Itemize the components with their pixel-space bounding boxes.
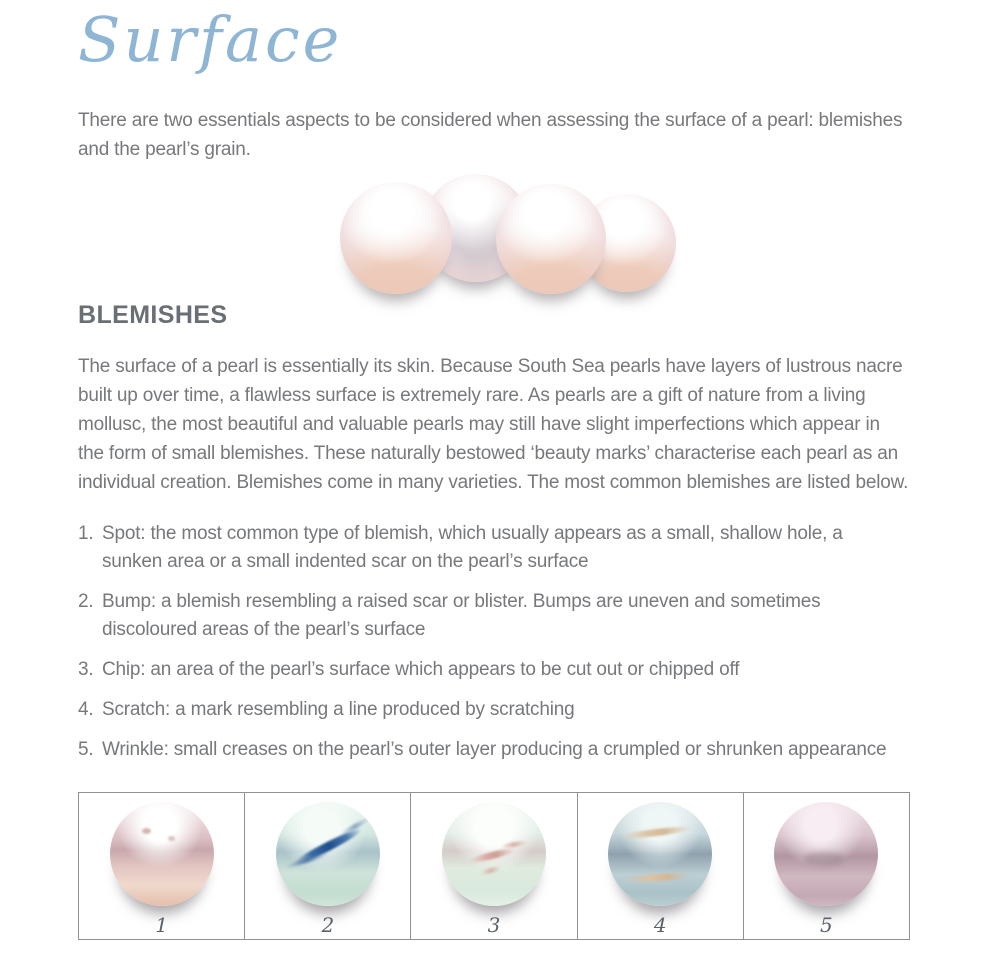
list-item-number: 3.	[78, 659, 94, 680]
chip-pearl-photo	[442, 802, 546, 906]
example-cell-chip	[411, 793, 577, 939]
blemish-mark	[468, 846, 516, 864]
list-item-text: Chip: an area of the pearl’s surface which appears to be cut out or chipped off	[102, 659, 740, 680]
spot-pearl-photo	[110, 802, 214, 906]
blemish-list	[78, 520, 910, 764]
scratch-pearl-photo	[608, 802, 712, 906]
example-cell-bump	[245, 793, 411, 939]
bump-pearl-photo	[276, 802, 380, 906]
blemishes-paragraph: The surface of a pearl is essentially its skin. Because South Sea pearls have layers of lustrous nacre built up over time, a flawless surface is extremely rare. As pearls are a gift of nature from a living mollusc, the most beautiful and valuable pearls may still have slight imperfections which appear in the form of small blemishes. These naturally bestowed ‘beauty marks’ characterise each pearl as an individual creation. Blemishes come in many varieties. The most common blemishes are listed below.	[78, 356, 909, 493]
list-item	[78, 656, 910, 684]
list-item-number: 2.	[78, 591, 94, 612]
example-cell-wrinkle	[744, 793, 909, 939]
list-item	[78, 588, 910, 644]
pearl-photo	[496, 184, 606, 294]
example-number: 5	[820, 913, 833, 937]
blemish-examples-table	[78, 792, 910, 940]
list-item	[78, 736, 910, 764]
list-item-text: Scratch: a mark resembling a line produced by scratching	[102, 699, 575, 720]
list-item	[78, 520, 910, 576]
blemish-mark	[623, 872, 691, 884]
blemish-mark	[620, 825, 692, 841]
example-number: 1	[155, 913, 168, 937]
wrinkle-pearl-photo	[774, 802, 878, 906]
page-title: Surface	[78, 3, 343, 76]
example-number: 4	[653, 913, 667, 937]
list-item-number: 1.	[78, 523, 94, 544]
example-cell-scratch	[578, 793, 744, 939]
example-number: 2	[321, 913, 335, 937]
blemish-mark	[480, 865, 503, 876]
pearl-photo	[340, 182, 452, 294]
list-item-text: Wrinkle: small creases on the pearl’s outer layer producing a crumpled or shrunken appearance	[102, 739, 887, 760]
list-item-text: Spot: the most common type of blemish, which usually appears as a small, shallow hole, a sunken area or a small indented scar on the pearl’s surface	[102, 523, 843, 572]
list-item	[78, 696, 910, 724]
blemish-mark	[804, 852, 844, 866]
blemishes-heading: BLEMISHES	[78, 301, 228, 329]
list-item-number: 4.	[78, 699, 94, 720]
example-cell-spot	[79, 793, 245, 939]
intro-paragraph: There are two essentials aspects to be considered when assessing the surface of a pearl: blemishes and the pearl’s grain.	[78, 110, 903, 160]
list-item-text: Bump: a blemish resembling a raised scar or blister. Bumps are uneven and sometimes discoloured areas of the pearl’s surface	[102, 591, 821, 640]
pearl-strip-photo	[340, 174, 676, 292]
list-item-number: 5.	[78, 739, 94, 760]
example-number: 3	[487, 913, 501, 937]
blemish-mark	[168, 836, 175, 841]
blemish-mark	[142, 828, 151, 834]
